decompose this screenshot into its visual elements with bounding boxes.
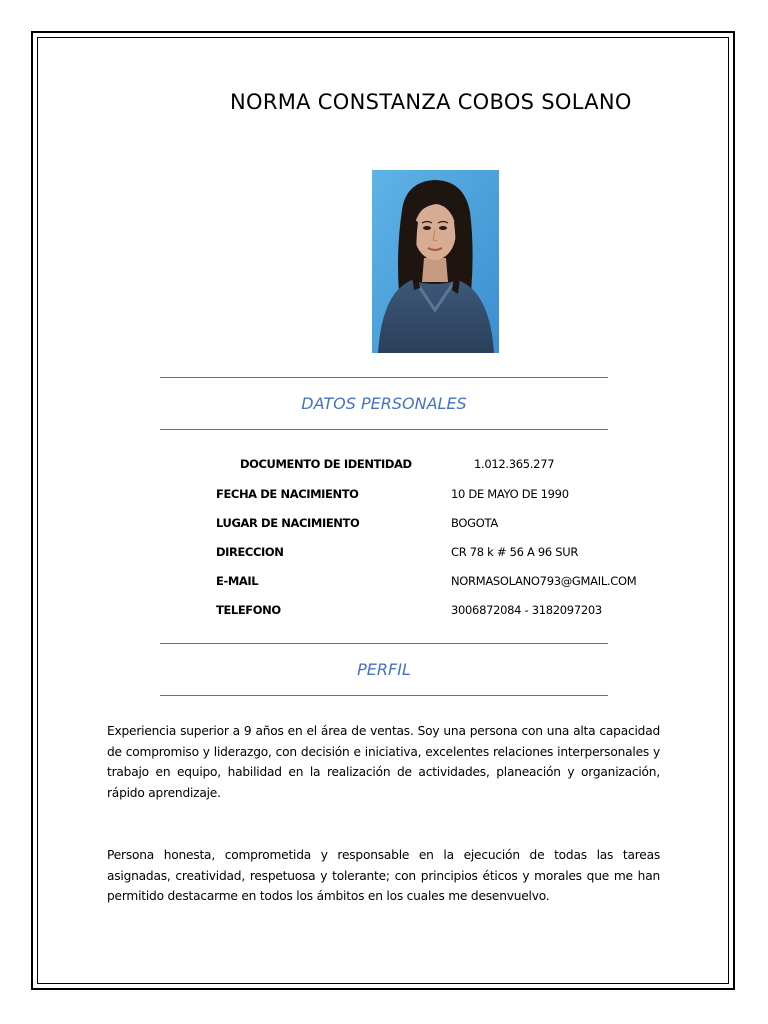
label-direccion: DIRECCION [216,545,284,559]
value-email: NORMASOLANO793@GMAIL.COM [451,574,637,588]
label-fecha-nacimiento: FECHA DE NACIMIENTO [216,487,359,501]
profile-photo-illustration [372,170,499,353]
section-rule-bottom [160,429,608,430]
section-heading-personal: DATOS PERSONALES [301,394,467,413]
label-email: E-MAIL [216,574,259,588]
label-documento: DOCUMENTO DE IDENTIDAD [240,457,412,471]
section-rule-bottom [160,695,608,696]
label-telefono: TELEFONO [216,603,281,617]
section-rule-top [160,377,608,378]
profile-paragraph-1: Experiencia superior a 9 años en el área de ventas. Soy una persona con una alta capacidad de compromiso y liderazgo, con decisión e iniciativa, excelentes relaciones interpersonales y trabajo en equipo, habilidad en la realización de actividades, planeación y organización, rápido aprendizaje. [107,724,660,800]
profile-photo [372,170,499,353]
candidate-name: NORMA CONSTANZA COBOS SOLANO [230,90,632,114]
value-fecha-nacimiento: 10 DE MAYO DE 1990 [451,487,569,501]
value-direccion: CR 78 k # 56 A 96 SUR [451,545,579,559]
section-heading-profile: PERFIL [357,660,411,679]
profile-paragraph-2: Persona honesta, comprometida y responsable en la ejecución de todas las tareas asignadas, creatividad, respetuosa y tolerante; con principios éticos y morales que me han permitido destacarme en todos los ámbitos en los cuales me desenvuelvo. [107,848,660,903]
label-lugar-nacimiento: LUGAR DE NACIMIENTO [216,516,360,530]
value-documento: 1.012.365.277 [474,457,555,471]
section-rule-top [160,643,608,644]
value-telefono: 3006872084 - 3182097203 [451,603,602,617]
value-lugar-nacimiento: BOGOTA [451,516,498,530]
